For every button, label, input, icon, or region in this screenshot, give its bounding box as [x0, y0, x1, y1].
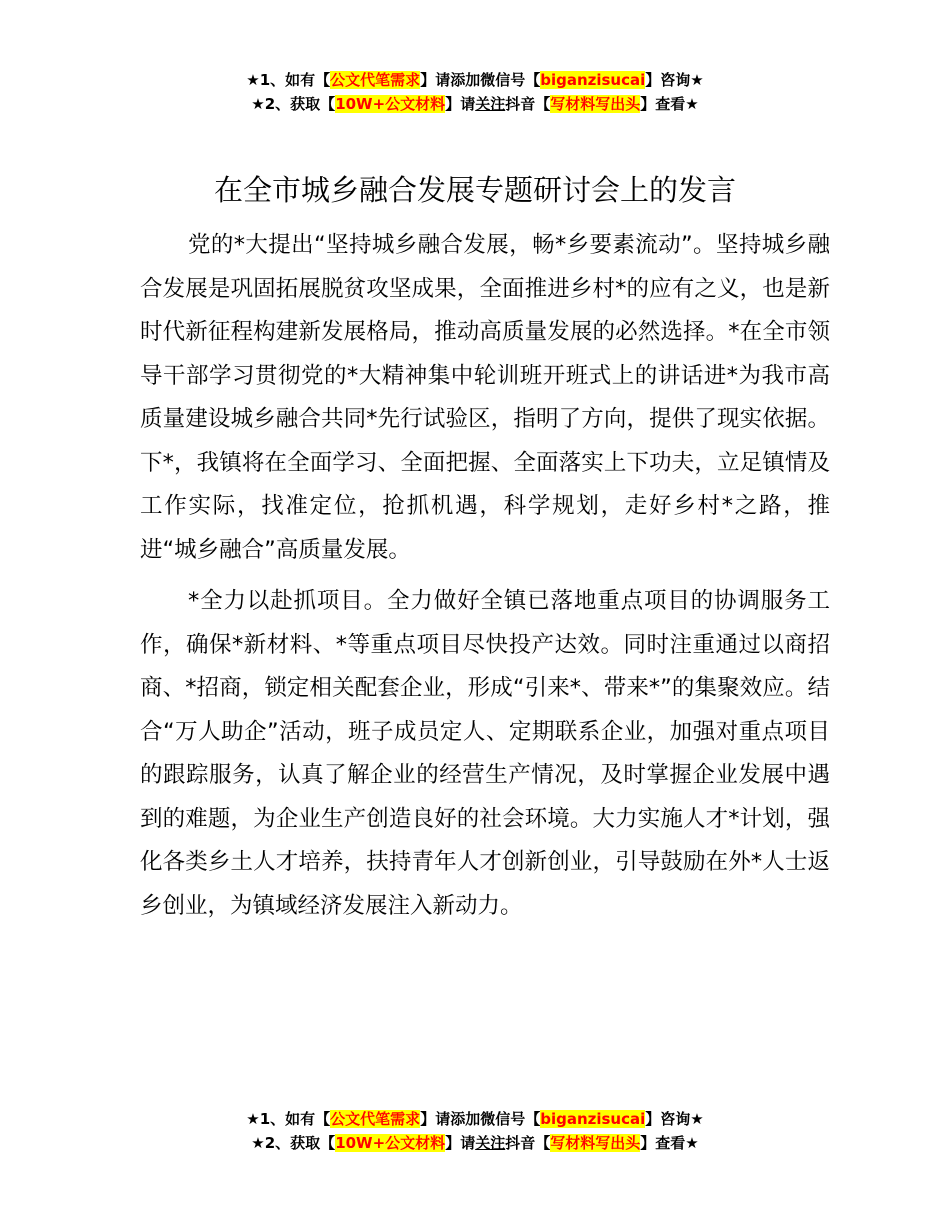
promo-text: 】咨询★ — [645, 1110, 704, 1128]
promo-underlined: 关注 — [475, 1134, 506, 1152]
promo-text: 】查看★ — [640, 1134, 699, 1152]
promo-text: ★2、获取【 — [251, 1134, 336, 1152]
promo-text: 】查看★ — [640, 95, 699, 113]
promo-line-2 — [0, 1131, 950, 1155]
promo-line-1 — [0, 1107, 950, 1131]
promo-text: 】请添加微信号【 — [420, 1110, 541, 1128]
promo-highlight: 10W+公文材料 — [335, 95, 446, 113]
document-body — [140, 224, 830, 936]
promo-underlined: 关注 — [475, 95, 506, 113]
promo-text: ★1、如有【 — [246, 71, 331, 89]
promo-text: 】请 — [445, 95, 476, 113]
promo-text: ★2、获取【 — [251, 95, 336, 113]
paragraph: 党的*大提出“坚持城乡融合发展，畅*乡要素流动”。坚持城乡融合发展是巩固拓展脱贫攻坚成果，全面推进乡村*的应有之义，也是新时代新征程构建新发展格局，推动高质量发展的必然选择。*在全市领导干部学习贯彻党的*大精神集中轮训班开班式上的讲话进*为我市高质量建设城乡融合共同*先行试验区，指明了方向，提供了现实依据。下*，我镇将在全面学习、全面把握、全面落实上下功夫，立足镇情及工作实际，找准定位，抢抓机遇，科学规划，走好乡村*之路，推进“城乡融合”高质量发展。 — [140, 232, 830, 563]
promo-text: 】请 — [445, 1134, 476, 1152]
promo-highlight: 公文代笔需求 — [330, 1110, 421, 1128]
promo-text: 抖音【 — [505, 1134, 551, 1152]
wechat-id-highlight: biganzisucai — [540, 1110, 646, 1128]
promo-line-2 — [0, 92, 950, 116]
promo-text: 】咨询★ — [645, 71, 704, 89]
promo-highlight: 写材料写出头 — [550, 1134, 641, 1152]
promo-text: ★1、如有【 — [246, 1110, 331, 1128]
document-title: 在全市城乡融合发展专题研讨会上的发言 — [213, 173, 736, 207]
promo-line-1 — [0, 68, 950, 92]
promo-header — [0, 68, 950, 116]
promo-highlight: 公文代笔需求 — [330, 71, 421, 89]
promo-text: 抖音【 — [505, 95, 551, 113]
paragraph: *全力以赴抓项目。全力做好全镇已落地重点项目的协调服务工作，确保*新材料、*等重点项目尽快投产达效。同时注重通过以商招商、*招商，锁定相关配套企业，形成“引来*、带来*”的集聚效应。结合“万人助企”活动，班子成员定人、定期联系企业，加强对重点项目的跟踪服务，认真了解企业的经营生产情况，及时掌握企业发展中遇到的难题，为企业生产创造良好的社会环境。大力实施人才*计划，强化各类乡土人才培养，扶持青年人才创新创业，引导鼓励在外*人士返乡创业，为镇域经济发展注入新动力。 — [140, 588, 830, 919]
promo-highlight: 10W+公文材料 — [335, 1134, 446, 1152]
promo-footer — [0, 1107, 950, 1155]
wechat-id-highlight: biganzisucai — [540, 71, 646, 89]
promo-highlight: 写材料写出头 — [550, 95, 641, 113]
promo-text: 】请添加微信号【 — [420, 71, 541, 89]
